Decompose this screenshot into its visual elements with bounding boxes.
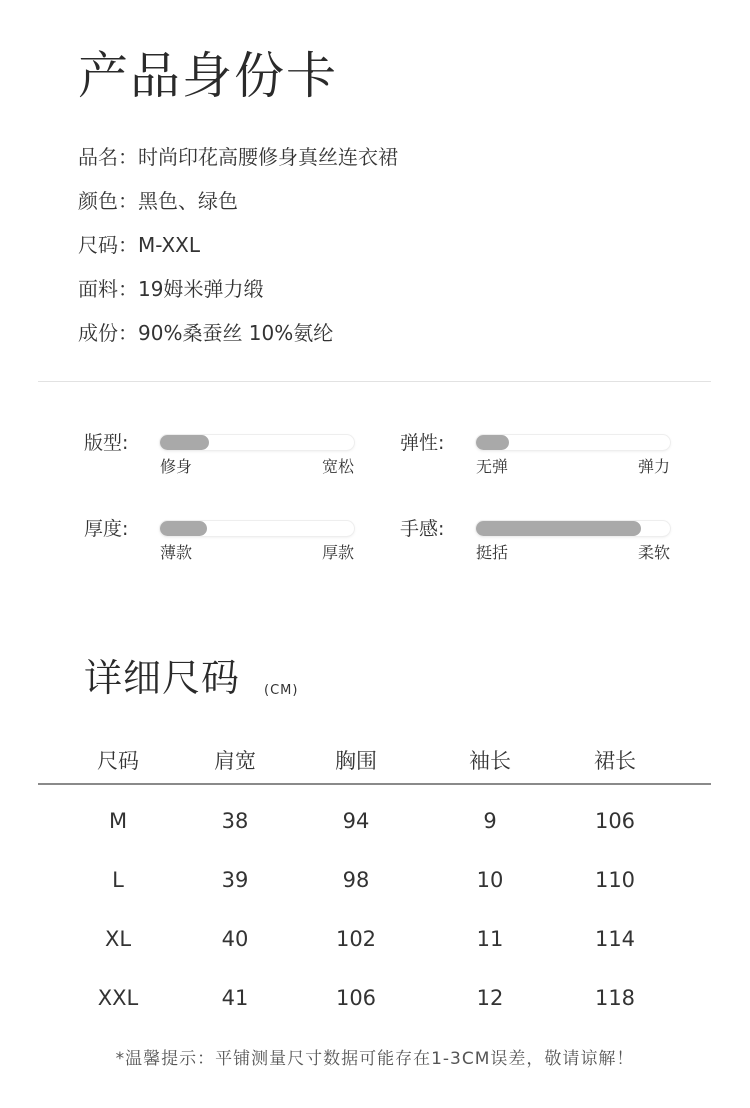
attribute-max-label: 宽松: [321, 457, 354, 476]
table-cell: 94: [342, 809, 370, 833]
table-cell: 106: [594, 809, 636, 833]
table-cell: 12: [476, 986, 504, 1010]
attribute-label: 版型:: [84, 432, 129, 454]
measurement-note: *温馨提示：平铺测量尺寸数据可能存在1-3CM误差，敬请谅解！: [115, 1049, 635, 1069]
table-header-size: 尺码: [97, 749, 139, 773]
attribute-label: 手感:: [400, 518, 445, 540]
table-header-length: 裙长: [594, 749, 636, 773]
info-composition: 成份：90%桑蚕丝 10%氨纶: [78, 321, 334, 345]
table-cell: XL: [104, 927, 132, 951]
table-cell: 41: [221, 986, 249, 1010]
table-cell: 114: [594, 927, 636, 951]
attribute-max-label: 厚款: [321, 543, 354, 562]
table-cell: 11: [476, 927, 504, 951]
table-header-chest: 胸围: [335, 749, 377, 773]
attribute-bar: [160, 435, 354, 450]
attribute-fit: [84, 430, 374, 490]
attribute-bar: [476, 435, 670, 450]
info-size: 尺码：M-XXL: [78, 233, 201, 257]
attribute-bar-fill: [160, 435, 209, 450]
attribute-bar: [160, 521, 354, 536]
product-info-list: [78, 140, 398, 360]
table-cell: 102: [335, 927, 377, 951]
attribute-min-label: 薄款: [160, 543, 193, 562]
table-cell: L: [112, 868, 124, 892]
table-cell: 98: [342, 868, 370, 892]
table-cell: XXL: [97, 986, 139, 1010]
info-color: 颜色：黑色、绿色: [78, 189, 238, 213]
info-product-name: 品名：时尚印花高腰修身真丝连衣裙: [78, 145, 398, 169]
size-section-title: 详细尺码: [84, 656, 241, 700]
attribute-label: 弹性:: [400, 432, 445, 454]
page-title: 产品身份卡: [78, 47, 338, 105]
attribute-bar-fill: [476, 435, 509, 450]
table-cell: 110: [594, 868, 636, 892]
attribute-max-label: 柔软: [637, 543, 670, 562]
attribute-bar-fill: [160, 521, 207, 536]
table-header-rule: [38, 783, 711, 785]
table-header-sleeve: 袖长: [469, 749, 511, 773]
table-cell: M: [108, 809, 128, 833]
table-header-shoulder: 肩宽: [214, 749, 256, 773]
attribute-elasticity: [400, 430, 690, 490]
table-cell: 106: [335, 986, 377, 1010]
table-cell: 118: [594, 986, 636, 1010]
attribute-thickness: [84, 516, 374, 576]
attribute-min-label: 挺括: [476, 543, 509, 562]
table-cell: 9: [483, 809, 497, 833]
table-cell: 10: [476, 868, 504, 892]
attribute-min-label: 无弹: [476, 457, 509, 476]
attribute-label: 厚度:: [84, 518, 129, 540]
attribute-max-label: 弹力: [637, 457, 670, 476]
attribute-bar: [476, 521, 670, 536]
table-cell: 39: [221, 868, 249, 892]
size-unit-label: (CM): [264, 683, 299, 698]
table-cell: 40: [221, 927, 249, 951]
attribute-hand-feel: [400, 516, 690, 576]
section-divider: [38, 381, 711, 382]
info-fabric: 面料：19姆米弹力缎: [78, 277, 264, 301]
attribute-bar-fill: [476, 521, 641, 536]
attribute-min-label: 修身: [160, 457, 193, 476]
table-cell: 38: [221, 809, 249, 833]
